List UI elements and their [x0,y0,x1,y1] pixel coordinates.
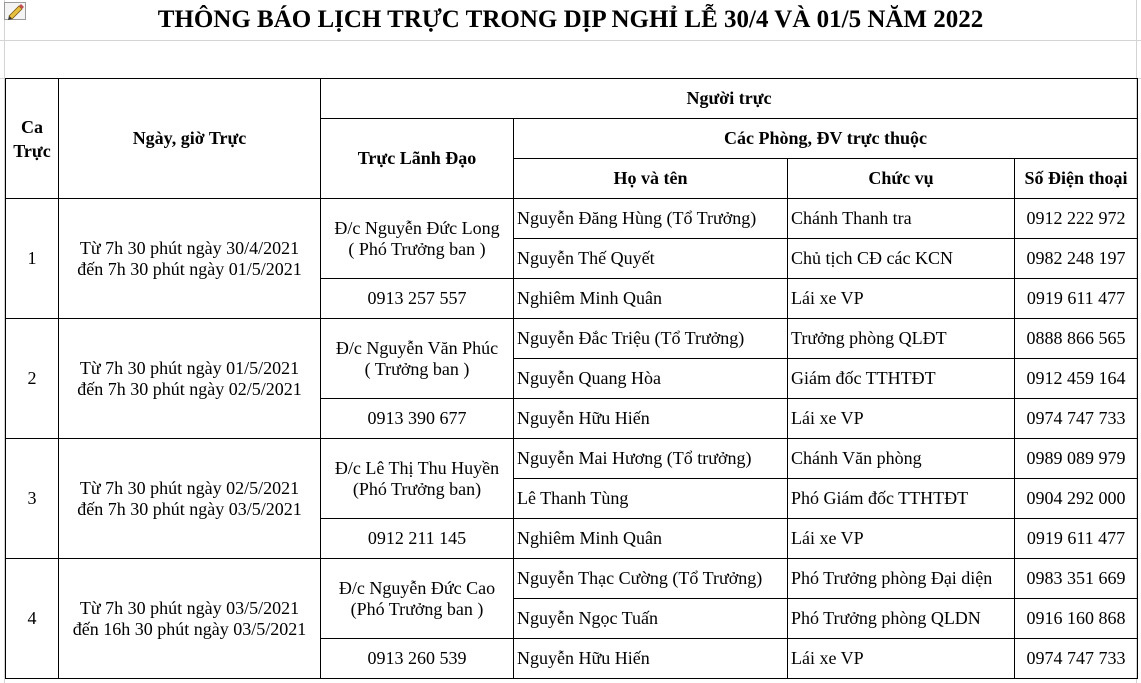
leader-phone: 0913 260 539 [321,639,514,679]
leader-name: Đ/c Nguyễn Đức Long [334,217,500,238]
staff-position: Trưởng phòng QLĐT [788,319,1015,359]
header-ca-truc: Ca Trực [6,79,59,199]
leader-cell [321,199,514,279]
staff-phone: 0982 248 197 [1015,239,1138,279]
staff-name: Nguyễn Thế Quyết [514,239,788,279]
shift-time-end: đến 16h 30 phút ngày 03/5/2021 [72,618,307,639]
staff-phone: 0912 222 972 [1015,199,1138,239]
leader-title: (Phó Trưởng ban) [352,478,482,499]
header-truc-lanh-dao: Trực Lãnh Đạo [321,119,514,199]
staff-phone: 0989 089 979 [1015,439,1138,479]
leader-phone: 0913 390 677 [321,399,514,439]
leader-phone: 0913 257 557 [321,279,514,319]
staff-phone: 0888 866 565 [1015,319,1138,359]
staff-position: Lái xe VP [788,519,1015,559]
staff-phone: 0974 747 733 [1015,639,1138,679]
staff-position: Lái xe VP [788,399,1015,439]
staff-phone: 0912 459 164 [1015,359,1138,399]
staff-phone: 0919 611 477 [1015,519,1138,559]
schedule-table [5,78,1138,679]
leader-name: Đ/c Nguyễn Đức Cao [338,577,496,598]
staff-name: Nghiêm Minh Quân [514,519,788,559]
staff-name: Nguyễn Mai Hương (Tổ trưởng) [514,439,788,479]
header-ho-va-ten: Họ và tên [514,159,788,199]
staff-phone: 0916 160 868 [1015,599,1138,639]
leader-name: Đ/c Nguyễn Văn Phúc [335,337,499,358]
staff-name: Nguyễn Đắc Triệu (Tổ Trưởng) [514,319,788,359]
shift-time [59,319,321,439]
leader-cell [321,559,514,639]
page-title: THÔNG BÁO LỊCH TRỰC TRONG DỊP NGHỈ LỄ 30/4 VÀ 01/5 NĂM 2022 [157,6,984,33]
leader-title: ( Phó Trưởng ban ) [348,238,486,259]
header-cac-phong: Các Phòng, ĐV trực thuộc [514,119,1138,159]
staff-name: Nguyễn Ngọc Tuấn [514,599,788,639]
leader-cell [321,439,514,519]
shift-time-start: Từ 7h 30 phút ngày 30/4/2021 [79,237,300,258]
staff-name: Nguyễn Hữu Hiến [514,399,788,439]
shift-time-start: Từ 7h 30 phút ngày 01/5/2021 [79,357,300,378]
staff-name: Lê Thanh Tùng [514,479,788,519]
table-row [6,559,1138,599]
header-nguoi-truc: Người trực [321,79,1138,119]
header-so-dien-thoai: Số Điện thoại [1015,159,1138,199]
shift-time [59,559,321,679]
shift-time-start: Từ 7h 30 phút ngày 02/5/2021 [79,477,300,498]
shift-number: 2 [6,319,59,439]
gridline [0,40,1141,41]
staff-position: Chủ tịch CĐ các KCN [788,239,1015,279]
table-row [6,199,1138,239]
shift-time-end: đến 7h 30 phút ngày 01/5/2021 [77,258,302,279]
staff-position: Phó Giám đốc TTHTĐT [788,479,1015,519]
leader-cell [321,319,514,399]
shift-number: 1 [6,199,59,319]
leader-phone: 0912 211 145 [321,519,514,559]
staff-phone: 0904 292 000 [1015,479,1138,519]
staff-name: Nguyễn Quang Hòa [514,359,788,399]
staff-name: Nguyễn Thạc Cường (Tổ Trưởng) [514,559,788,599]
shift-time [59,439,321,559]
table-row [6,439,1138,479]
staff-name: Nguyễn Hữu Hiến [514,639,788,679]
leader-title: ( Trưởng ban ) [364,358,470,379]
staff-position: Chánh Văn phòng [788,439,1015,479]
staff-phone: 0974 747 733 [1015,399,1138,439]
leader-title: (Phó Trưởng ban ) [350,598,484,619]
staff-name: Nguyễn Đăng Hùng (Tổ Trưởng) [514,199,788,239]
leader-name: Đ/c Lê Thị Thu Huyền [334,457,500,478]
shift-time-start: Từ 7h 30 phút ngày 03/5/2021 [79,597,300,618]
staff-position: Phó Trưởng phòng QLDN [788,599,1015,639]
table-row [6,319,1138,359]
staff-name: Nghiêm Minh Quân [514,279,788,319]
staff-position: Lái xe VP [788,279,1015,319]
staff-position: Phó Trưởng phòng Đại diện [788,559,1015,599]
staff-position: Giám đốc TTHTĐT [788,359,1015,399]
staff-phone: 0983 351 669 [1015,559,1138,599]
header-chuc-vu: Chức vụ [788,159,1015,199]
shift-number: 3 [6,439,59,559]
shift-time [59,199,321,319]
staff-position: Chánh Thanh tra [788,199,1015,239]
shift-time-end: đến 7h 30 phút ngày 03/5/2021 [77,498,302,519]
header-ngay-gio-truc: Ngày, giờ Trực [59,79,321,199]
shift-time-end: đến 7h 30 phút ngày 02/5/2021 [77,378,302,399]
staff-position: Lái xe VP [788,639,1015,679]
staff-phone: 0919 611 477 [1015,279,1138,319]
shift-number: 4 [6,559,59,679]
header-row [6,79,1138,119]
